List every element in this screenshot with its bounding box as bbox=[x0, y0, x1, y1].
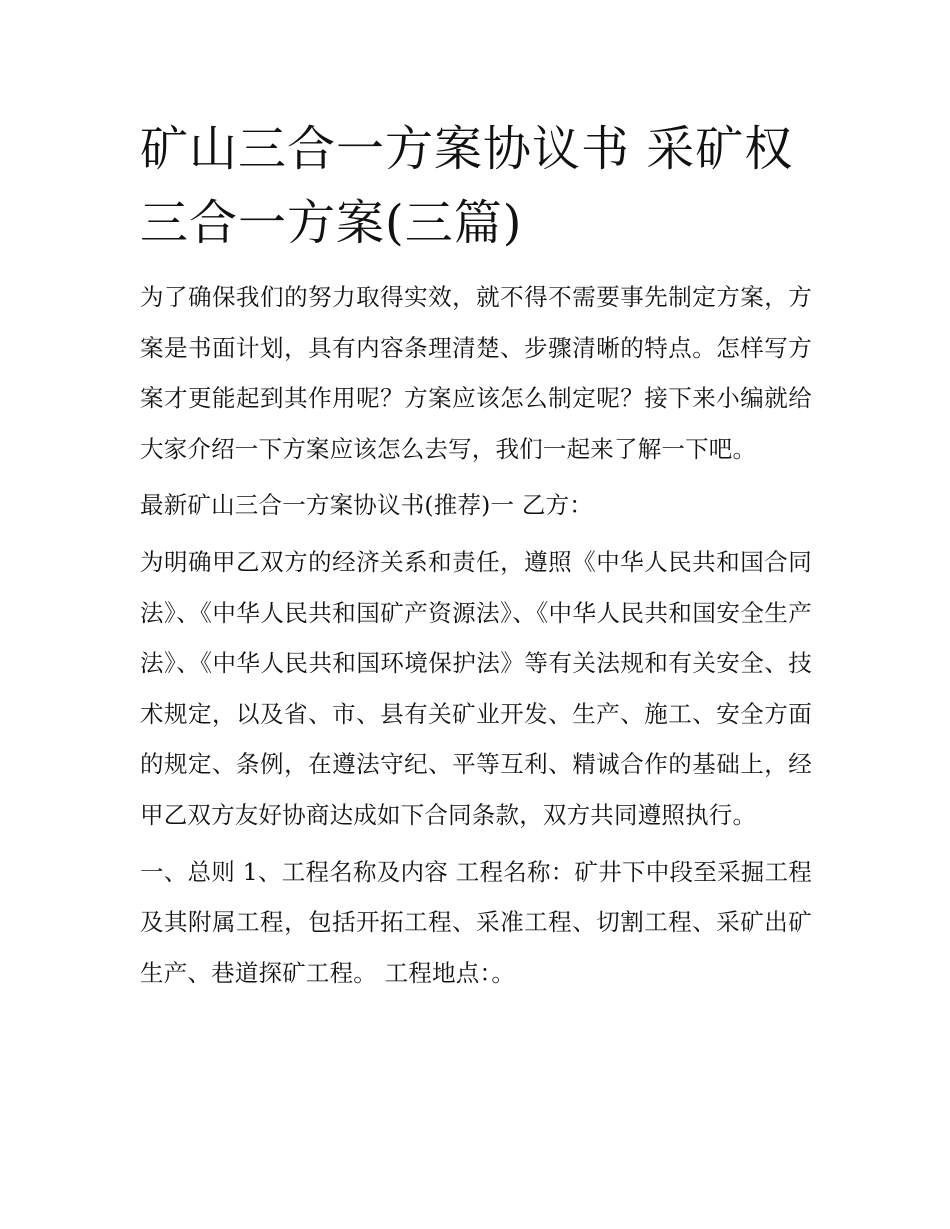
general-provisions-paragraph: 一、总则 1、工程名称及内容 工程名称：矿井下中段至采掘工程及其附属工程，包括开拓工程、采准工程、切割工程、采矿出矿生产、巷道探矿工程。 工程地点：。 bbox=[140, 857, 812, 987]
contract-preamble-paragraph: 为明确甲乙双方的经济关系和责任，遵照《中华人民共和国合同法》、《中华人民共和国矿产资源法》、《中华人民共和国安全生产法》、《中华人民共和国环境保护法》等有关法规和有关安全、技术规定，以及省、市、县有关矿业开发、生产、施工、安全方面的规定、条例，在遵法守纪、平等互利、精诚合作的基础上，经甲乙双方友好协商达成如下合同条款，双方共同遵照执行。 bbox=[140, 547, 812, 829]
intro-paragraph: 为了确保我们的努力取得实效，就不得不需要事先制定方案，方案是书面计划，具有内容条理清楚、步骤清晰的特点。怎样写方案才更能起到其作用呢？方案应该怎么制定呢？接下来小编就给大家介绍一下方案应该怎么去写，我们一起来了解一下吧。 bbox=[140, 283, 812, 463]
title-line-2: 三合一方案(三篇) bbox=[140, 195, 523, 251]
section-heading-paragraph: 最新矿山三合一方案协议书(推荐)一 乙方： bbox=[140, 491, 594, 520]
document-page bbox=[140, 112, 812, 998]
title-line-1: 矿山三合一方案协议书 采矿权 bbox=[140, 121, 794, 177]
document-title bbox=[140, 112, 812, 260]
